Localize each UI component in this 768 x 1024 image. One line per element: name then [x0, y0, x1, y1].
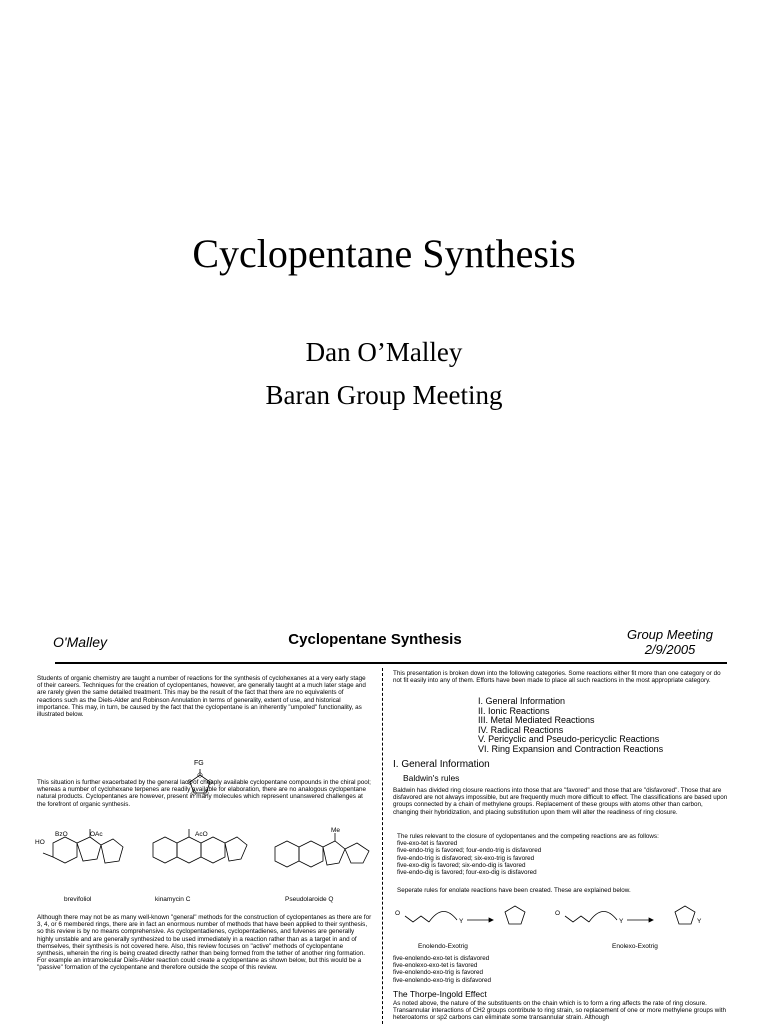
- enolate-o-label: O: [395, 910, 401, 917]
- molecule-name-pseudolaroide: Pseudolaroide Q: [285, 896, 334, 903]
- left-intro-paragraph: Students of organic chemistry are taught a number of reactions for the synthesis of cyclohexanes at a very early stage of their careers. Techniques for the creation of cyclopentanes, however, are generally taught at a much later stage and are rarely given the same detailed treatment. This may be the result of the fact that there are no equivalents of reactions such as the Diels-Alder and Robinson Annulation in terms of generality, extent of use, and historical importance. This may, in turn, be caused by the fact that the cyclopentane is an inherently "umpoled" functionality, as illustrated below.: [37, 675, 366, 719]
- right-intro-paragraph: This presentation is broken down into the following categories. Some reactions either fit more than one category or do not fit easily into any of them. Efforts have been made to place all such reactions in the most appropriate category.: [393, 670, 721, 685]
- enolate-y-label-2: Y: [619, 918, 624, 925]
- header-meeting-name: Group Meeting: [627, 627, 713, 642]
- left-second-paragraph: This situation is further exacerbated by the general lack of cheaply available cyclopentane compounds in the chiral pool; whereas a number of cyclohexane terpenes are readily available for elaboration, there are no analogous cyclopentane natural products. Cyclopentanes are however, present in many molecules which represent unanswered challenges at the forefront of organic synthesis.: [37, 779, 371, 808]
- header-author: O'Malley: [53, 634, 108, 650]
- header-date: 2/9/2005: [644, 642, 696, 657]
- section-title: I. General Information: [393, 759, 490, 770]
- thorpe-ingold-paragraph: As noted above, the nature of the substituents on the chain which is to form a ring affects the rate of ring closure. Transannular interactions of CH2 groups contribute to ring strain, so replacement of one or more methylene groups with heteroatoms or sp2 carbons can eliminate some transannular strain. Although: [393, 1000, 726, 1022]
- toc-item: IV. Radical Reactions: [478, 724, 564, 735]
- baldwin-paragraph: Baldwin has divided ring closure reactions into those that are "favored" and those that are "disfavored". Those that are disfavored are not always impossible, but are frequently much more difficult to effect. The classifications are based upon groups connected by a chain of methylene groups. Replacement of these groups with atoms other than carbon, changing their hybridization, and placing substitution upon them will alter the readiness of ring closure.: [393, 787, 728, 816]
- molecule-label-ho: HO: [35, 839, 45, 846]
- enolendo-label: Enolendo-Exotrig: [418, 943, 468, 950]
- molecule-label-aco: AcO: [195, 831, 208, 838]
- rule-item: five-endo-dig is favored; four-exo-dig is disfavored: [397, 869, 537, 877]
- rule-item: five-exo-tet is favored: [397, 840, 458, 848]
- enolate-y-label-3: Y: [697, 918, 702, 925]
- fg-label: FG: [194, 760, 204, 767]
- header-rule: [55, 662, 727, 664]
- molecule-label-bzo: BzO: [55, 831, 68, 838]
- rules-intro: The rules relevant to the closure of cyclopentanes and the competing reactions are as follows:: [397, 833, 659, 840]
- molecule-name-kinamycin: kinamycin C: [155, 896, 191, 903]
- rule-item: five-exo-dig is favored; six-endo-dig is favored: [397, 861, 526, 869]
- subsection-baldwin: Baldwin's rules: [403, 773, 460, 783]
- enolexo-label: Enolexo-Exotrig: [612, 943, 658, 950]
- column-divider: [382, 668, 383, 1024]
- enolate-o-label-2: O: [555, 910, 561, 917]
- toc-item: II. Ionic Reactions: [478, 705, 550, 716]
- cover-title: Cyclopentane Synthesis: [192, 231, 576, 276]
- enolate-rules: [393, 955, 723, 984]
- header-meeting: [600, 627, 740, 657]
- enolate-rule-item: five-enolendo-exo-trig is favored: [393, 969, 483, 977]
- toc-item: I. General Information: [478, 696, 566, 706]
- header-title: Cyclopentane Synthesis: [288, 631, 462, 648]
- enolate-y-label: Y: [459, 918, 464, 925]
- enolate-rule-item: five-enolexo-exo-tet is favored: [393, 962, 478, 970]
- molecule-name-brevifoliol: brevifoliol: [64, 896, 92, 903]
- enolate-paragraph: Seperate rules for enolate reactions have been created. These are explained below.: [397, 887, 631, 894]
- toc-item: V. Pericyclic and Pseudo-pericyclic Reactions: [478, 734, 660, 745]
- rules-block: [397, 833, 727, 876]
- natural-products-structures: [35, 825, 380, 880]
- rule-item: five-endo-trig is favored; four-endo-trig is disfavored: [397, 847, 542, 855]
- thorpe-ingold-title: The Thorpe-Ingold Effect: [393, 989, 487, 999]
- left-third-paragraph: Although there may not be as many well-known "general" methods for the construction of cyclopentanes as there are for 3, 4, or 6 membered rings, there are in fact an enormous number of methods that have been applied to their synthesis, so this review is by no means comprehensive. As cyclopentadienes, cyclopentadienes, and fulvenes are generally highly unstable and are generally synthesized to be used immediately in a reaction rather than as a target in and of themselves, their synthesis is not covered here. Also, this review focuses on "active" methods of cyclopentane synthesis, wherein the ring is being created directly rather than being formed from the tether of another ring formation. For example an intramolecular Diels-Alder reaction could create a cyclopentane as shown below, but this would be a "passive" formation of the cyclopentane and therefore outside the scope of this review.: [37, 914, 372, 972]
- toc-item: III. Metal Mediated Reactions: [478, 715, 595, 726]
- enolate-rule-item: five-enolendo-exo-trig is disfavored: [393, 976, 492, 984]
- cover-meeting: Baran Group Meeting: [265, 380, 503, 410]
- cover-author: Dan O’Malley: [305, 337, 463, 367]
- molecule-label-oac: OAc: [90, 831, 103, 838]
- table-of-contents: [478, 697, 663, 755]
- toc-item: VI. Ring Expansion and Contraction Reactions: [478, 743, 664, 754]
- rule-item: five-endo-trig is disfavored; six-exo-trig is favored: [397, 854, 535, 862]
- enolate-scheme: [395, 898, 730, 938]
- enolate-rule-item: five-enolendo-exo-tet is disfavored: [393, 955, 490, 962]
- enolate-scheme-icon: [395, 898, 730, 938]
- molecule-label-me: Me: [331, 827, 341, 834]
